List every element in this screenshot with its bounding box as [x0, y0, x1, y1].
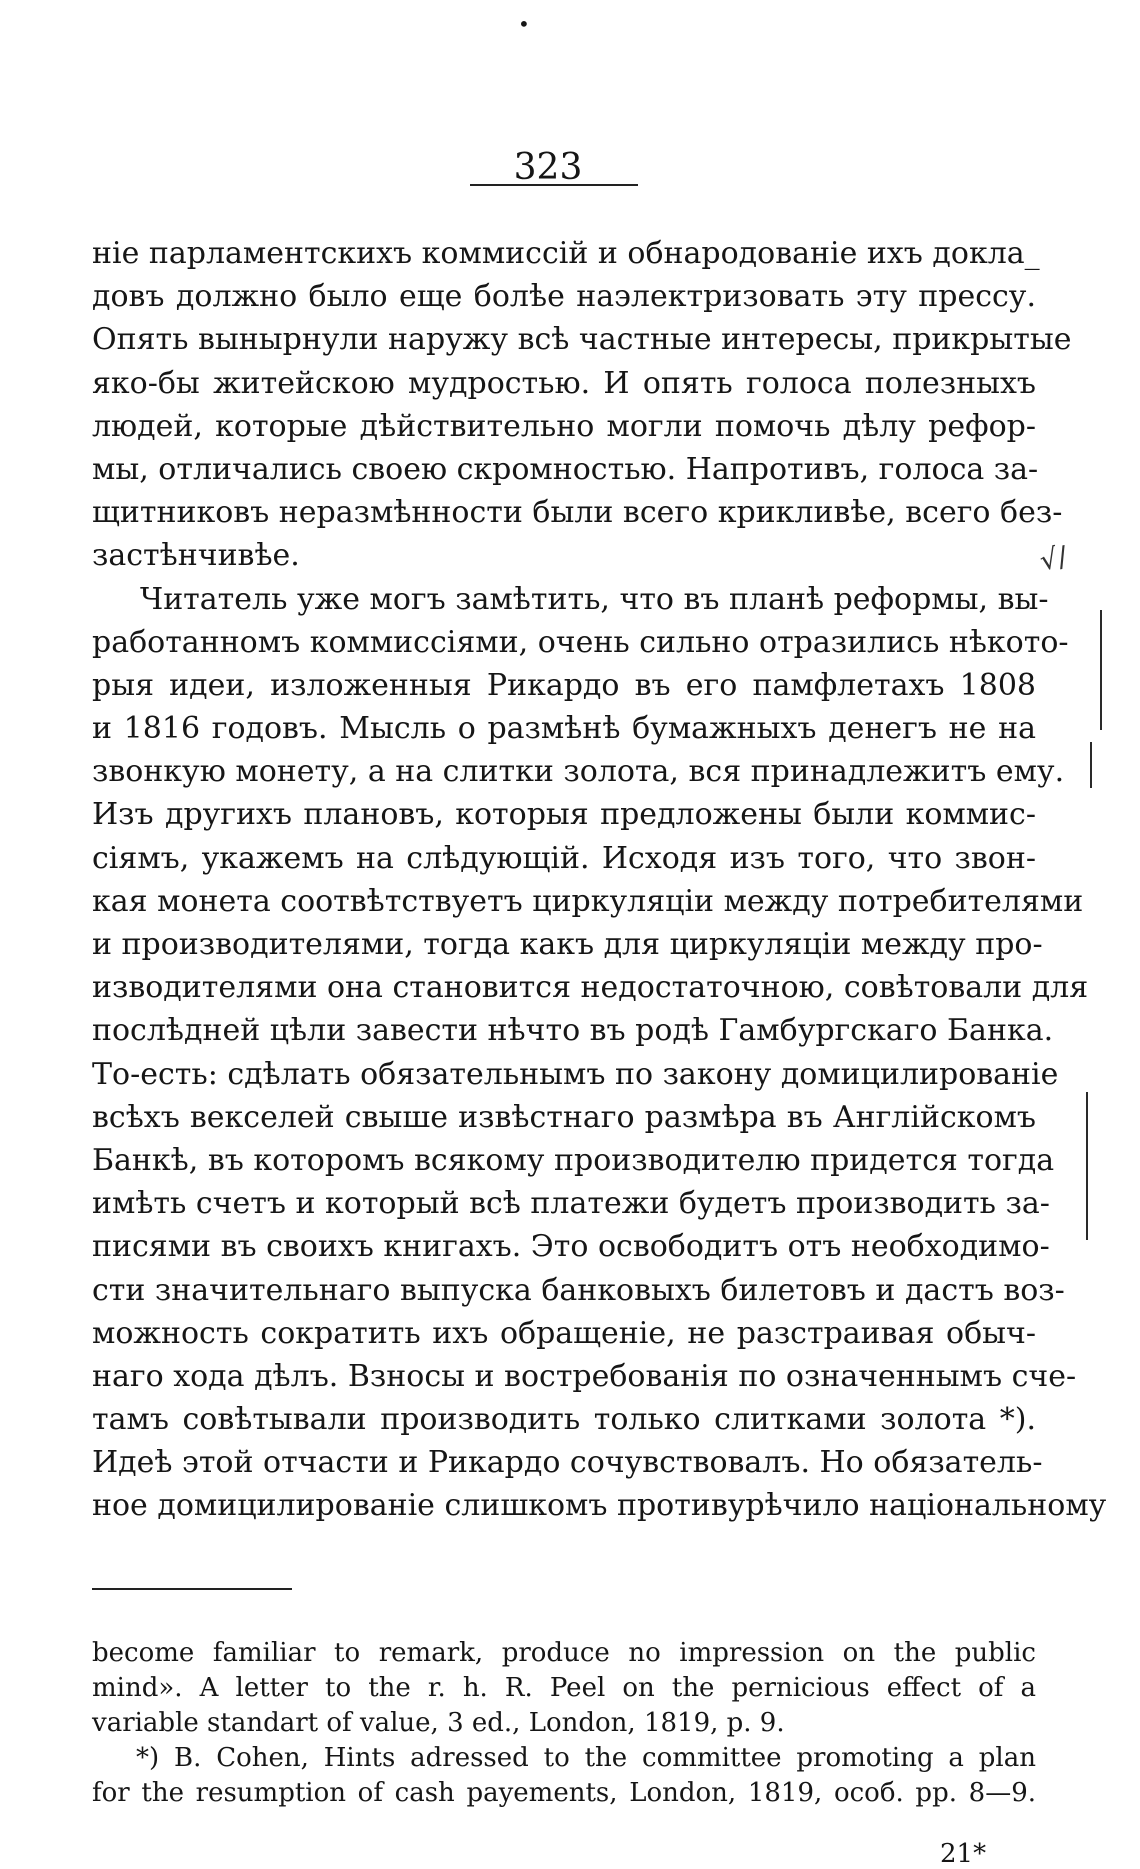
footnote-line: mind». A letter to the r. h. R. Peel on the pernicious effect of a: [92, 1673, 1036, 1703]
text-line: То-есть: сдѣлать обязательнымъ по закону домицилированіе: [92, 1056, 1059, 1092]
text-line: писями въ своихъ книгахъ. Это освободитъ отъ необходимо-: [92, 1229, 1050, 1265]
margin-vertical-line: [1086, 1092, 1088, 1240]
text-line: и производителями, тогда какъ для циркуляціи между про-: [92, 927, 1043, 962]
text-line: ніе парламентскихъ коммиссій и обнародованіе ихъ доклa_: [92, 236, 1040, 271]
page-number: 323: [513, 147, 583, 188]
text-line: застѣнчивѣе.: [92, 538, 300, 574]
margin-vertical-line: [1090, 742, 1092, 788]
text-line: и 1816 годовъ. Мысль о размѣнѣ бумажныхъ денегъ не на: [92, 711, 1036, 747]
main-text: [92, 232, 1107, 1528]
text-line: яко-бы житейскою мудростью. И опять голоса полезныхъ: [92, 365, 1036, 401]
paragraph-start-line: Читатель уже могъ замѣтить, что въ планѣ реформы, вы-: [140, 581, 1049, 617]
text-line: сти значительнаго выпуска банковыхъ билетовъ и дастъ воз-: [92, 1272, 1065, 1308]
text-line: рыя идеи, изложенныя Рикардо въ его памфлетахъ 1808: [92, 667, 1036, 703]
text-line: можность сократить ихъ обращеніе, не разстраивая обыч-: [92, 1315, 1036, 1351]
text-line: мы, отличались своею скромностью. Напротивъ, голоса за-: [92, 451, 1039, 487]
text-line: изводителями она становится недостаточною, совѣтовали для: [92, 970, 1089, 1006]
text-line: сіямъ, укажемъ на слѣдующій. Исходя изъ того, что звон-: [92, 840, 1036, 876]
text-line: довъ должно было еще болѣе наэлектризовать эту прессу.: [92, 279, 1036, 315]
text-line: послѣдней цѣли завести нѣчто въ родѣ Гамбургскаго Банка.: [92, 1013, 1054, 1049]
text-line: звонкую монету, а на слитки золота, вся принадлежитъ ему.: [92, 754, 1065, 790]
printer-signature-mark: 21*: [940, 1839, 987, 1869]
header-rule: [470, 184, 638, 186]
text-line: щитниковъ неразмѣнности были всего крикливѣе, всего без-: [92, 495, 1063, 531]
text-line: кая монета соотвѣтствуетъ циркуляціи между потребителями: [92, 883, 1084, 919]
footnote-line: become familiar to remark, produce no impression on the public: [92, 1638, 1036, 1668]
text-line: ное домицилированіе слишкомъ противурѣчило національному: [92, 1488, 1107, 1524]
text-line: Банкѣ, въ которомъ всякому производителю придется тогда: [92, 1142, 1055, 1178]
text-line: Опять вынырнули наружу всѣ частные интересы, прикрытые: [92, 322, 1072, 358]
top-mark: •: [518, 12, 530, 36]
footnote-start-line: *) B. Cohen, Hints adressed to the committee promoting a plan: [136, 1743, 1036, 1773]
footnote-line: for the resumption of cash payements, London, 1819, особ. pp. 8—9.: [92, 1778, 1036, 1808]
margin-vertical-line: [1100, 610, 1102, 730]
text-line: всѣхъ векселей свыше извѣстнаго размѣра въ Англійскомъ: [92, 1099, 1036, 1135]
footnote-rule: [92, 1588, 292, 1590]
text-line: тамъ совѣтывали производить только слитками золота *).: [92, 1402, 1036, 1438]
margin-check-mark: √/: [1036, 539, 1071, 578]
footnotes: [92, 1636, 1036, 1811]
text-line: Идеѣ этой отчасти и Рикардо сочувствовалъ. Но обязатель-: [92, 1445, 1043, 1481]
text-line: Изъ другихъ плановъ, которыя предложены были коммис-: [92, 797, 1036, 833]
text-line: наго хода дѣлъ. Взносы и востребованія по означеннымъ сче-: [92, 1358, 1077, 1394]
text-line: людей, которые дѣйствительно могли помочь дѣлу рефор-: [92, 408, 1036, 444]
footnote-line: variable standart of value, 3 ed., London, 1819, p. 9.: [92, 1708, 785, 1738]
text-line: имѣть счетъ и который всѣ платежи будетъ производить за-: [92, 1186, 1050, 1222]
text-line: работанномъ коммиссіями, очень сильно отразились нѣкото-: [92, 624, 1069, 660]
